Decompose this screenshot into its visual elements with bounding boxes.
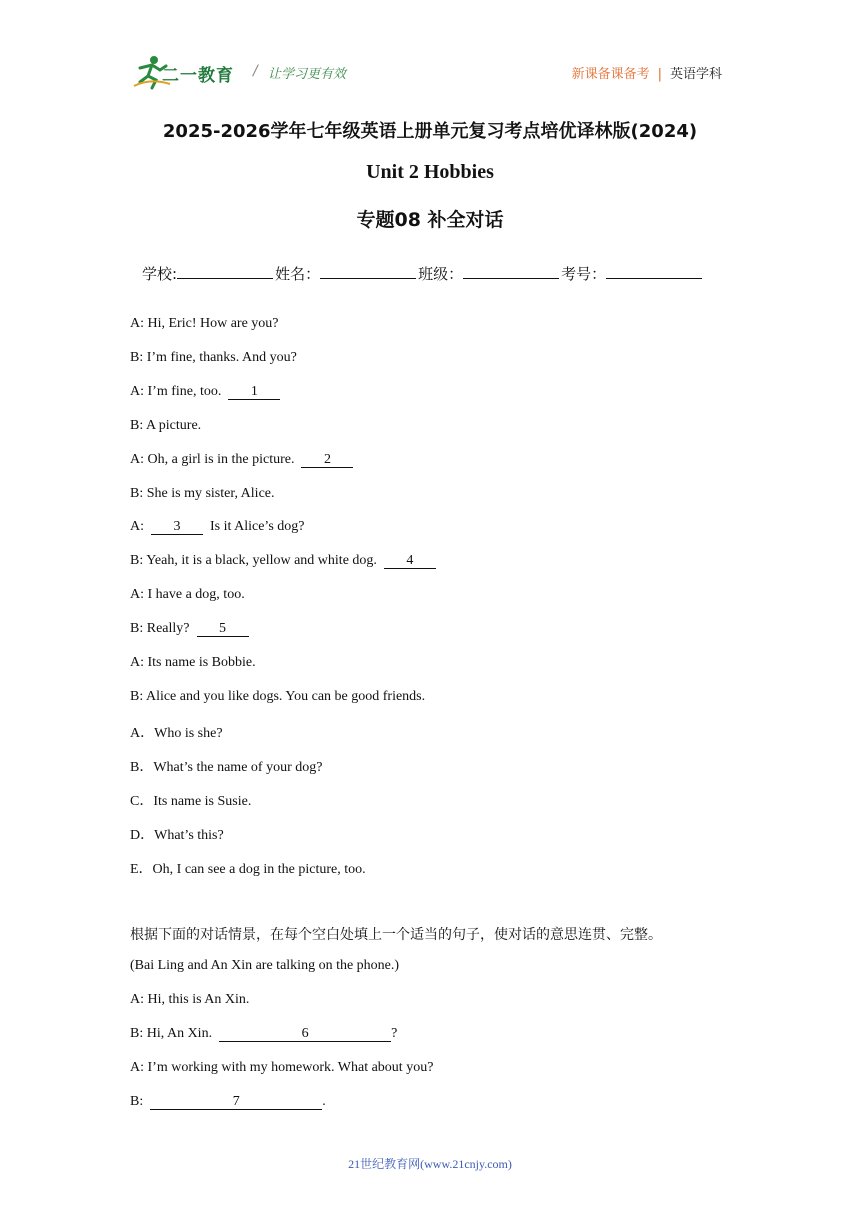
unit-title: Unit 2 Hobbies [366,161,494,183]
dialog-line [130,621,249,637]
dialog-line [130,655,256,671]
dialog-line [130,587,245,603]
option-item: A．Who is she? [130,726,223,741]
dialog-line [130,1094,326,1110]
student-info-row [142,263,704,284]
blank-7[interactable]: 7 [150,1095,322,1110]
dialog-text: A: I have a dog, too. [130,587,245,603]
header-subject-label: 英语学科 [669,67,722,82]
dialog-line [130,384,280,400]
dialog-text: A: Hi, Eric! How are you? [130,316,279,331]
dialog-text: B: [130,1093,151,1109]
option-item: D．What’s this? [130,827,224,843]
blank-4[interactable]: 4 [384,554,436,569]
page-footer: 21世纪教育网(www.21cnjy.com) [348,1157,512,1171]
slogan-divider: / [253,63,258,79]
name-label: 姓名： [275,265,321,283]
dialog-text: B: Yeah, it is a black, yellow and white dog. [130,553,384,569]
dialog-text: A: Oh, a girl is in the picture. [130,451,302,467]
dialog-line [130,1026,397,1042]
dialog-text: A: I’m fine, too. [130,383,229,399]
dialog-text: B: Hi, An Xin. [130,1025,220,1041]
blank-1[interactable]: 1 [228,385,280,400]
document-title: 2025-2026学年七年级英语上册单元复习考点培优译林版(2024) [162,121,698,142]
dialog-text: B: A picture. [130,417,202,433]
dialog-text: A: I’m working with my homework. What about you? [130,1059,434,1075]
header-subject [572,63,722,82]
slogan: 让学习更有效 [268,67,347,82]
blank-5[interactable]: 5 [197,622,249,637]
page-header [128,54,728,90]
option-item: C．Its name is Susie. [130,793,252,809]
dialog-text-after-blank: Is it Alice’s dog? [203,519,305,535]
dialog-line [130,1060,433,1076]
option-item: E．Oh, I can see a dog in the picture, too. [130,861,366,877]
dialog-text: B: Really? [130,621,197,637]
dialog-text: B: Alice and you like dogs. You can be good friends. [130,688,426,704]
dialog-line [130,992,249,1008]
dialog-line [130,452,353,468]
blank-2[interactable]: 2 [301,453,353,468]
dialog-text: A: Hi, this is An Xin. [130,992,250,1007]
blank-6[interactable]: 6 [219,1027,391,1042]
class-label: 班级： [418,265,464,283]
exam-number-label: 考号： [561,265,607,283]
name-blank[interactable] [320,264,416,279]
blank-3[interactable]: 3 [151,520,203,535]
dialog-line [130,350,297,366]
dialog-line [130,689,425,705]
dialog-line [130,316,279,332]
dialog-line [130,553,436,569]
brand-logo [132,54,246,90]
school-label: 学校: [142,265,178,283]
class-blank[interactable] [463,264,559,279]
dialog-line [130,519,305,535]
dialog-text: A: [130,519,151,535]
option-item: B．What’s the name of your dog? [130,759,323,775]
dialog-text: A: Its name is Bobbie. [130,655,256,670]
dialog-line [130,486,275,502]
school-blank[interactable] [177,264,273,279]
header-tagline: 新课备课备考 [571,67,650,82]
exam-number-blank[interactable] [606,264,702,279]
header-separator: | [657,67,662,82]
scene-description: (Bai Ling and An Xin are talking on the phone.) [130,958,400,973]
topic-title: 专题08 补全对话 [356,209,504,231]
dialog-text: B: She is my sister, Alice. [130,485,275,501]
section-instruction: 根据下面的对话情景，在每个空白处填上一个适当的句子，使对话的意思连贯、完整。 [130,927,662,943]
dialog-text-after-blank: . [322,1093,326,1109]
dialog-text-after-blank: ? [391,1025,398,1041]
dialog-line [130,418,201,434]
dialog-text: B: I’m fine, thanks. And you? [130,349,297,365]
brand-name: 二一教育 [162,66,234,86]
